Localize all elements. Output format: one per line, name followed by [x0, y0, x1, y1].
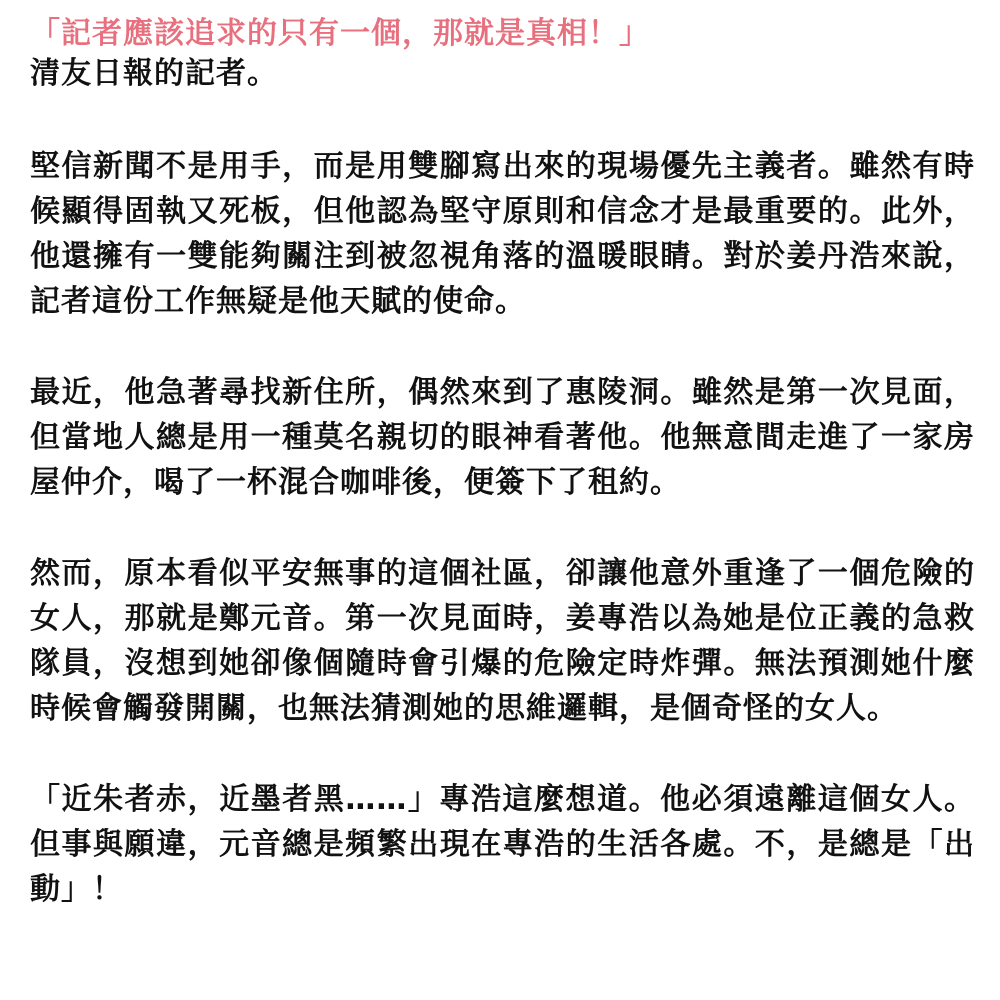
character-subtitle: 清友日報的記者。 [30, 56, 278, 91]
paragraph-new-home: 最近，他急著尋找新住所，偶然來到了惠陵洞。雖然是第一次見面，但當地人總是用一種莫名親切的眼神看著他。他無意間走進了一家房屋仲介，喝了一杯混合咖啡後，便簽下了租約。 [30, 375, 975, 500]
paragraph-belief: 堅信新聞不是用手，而是用雙腳寫出來的現場優先主義者。雖然有時候顯得固執又死板，但他認為堅守原則和信念才是最重要的。此外，他還擁有一雙能夠關注到被忽視角落的溫暖眼睛。對於姜丹浩來說，記者這份工作無疑是他天賦的使命。 [30, 149, 975, 319]
character-description [30, 14, 975, 912]
paragraph-dangerous-woman: 然而，原本看似平安無事的這個社區，卻讓他意外重逢了一個危險的女人，那就是鄭元音。第一次見面時，姜專浩以為她是位正義的急救隊員，沒想到她卻像個隨時會引爆的危險定時炸彈。無法預測她什麼時候會觸發開關，也無法猜測她的思維邏輯，是個奇怪的女人。 [30, 556, 975, 726]
headline-quote: 「記者應該追求的只有一個，那就是真相！」 [30, 16, 650, 51]
paragraph-fate: 「近朱者赤，近墨者黑……」專浩這麼想道。他必須遠離這個女人。但事與願違，元音總是頻繁出現在專浩的生活各處。不，是總是「出動」！ [30, 782, 975, 907]
